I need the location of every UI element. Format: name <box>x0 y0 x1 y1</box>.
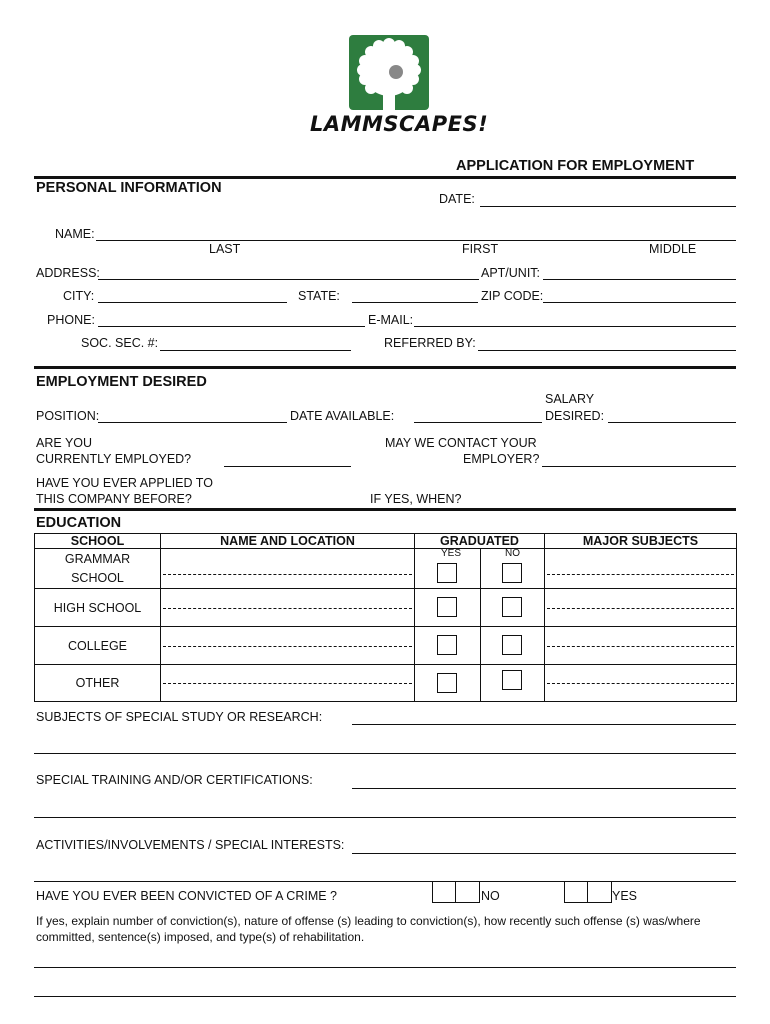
first-caption: FIRST <box>462 242 499 256</box>
school-grammar: GRAMMAR SCHOOL <box>35 549 161 589</box>
major-subjects-cell[interactable] <box>545 627 737 665</box>
crime-question-label: HAVE YOU EVER BEEN CONVICTED OF A CRIME ? <box>36 889 337 903</box>
graduated-yes-cell: YES <box>415 549 481 589</box>
major-subjects-cell[interactable] <box>545 589 737 627</box>
date-available-field[interactable] <box>414 422 542 423</box>
name-location-cell[interactable] <box>161 627 415 665</box>
email-field[interactable] <box>414 326 736 327</box>
graduated-yes-checkbox[interactable] <box>437 563 457 583</box>
name-field[interactable] <box>96 240 736 241</box>
section-education-heading: EDUCATION <box>36 515 122 531</box>
graduated-no-checkbox[interactable] <box>502 597 522 617</box>
phone-label: PHONE: <box>47 313 95 327</box>
major-subjects-cell[interactable] <box>545 549 737 589</box>
graduated-no-checkbox[interactable] <box>502 635 522 655</box>
divider <box>34 508 736 511</box>
special-study-field-2[interactable] <box>34 753 736 754</box>
activities-field-2[interactable] <box>34 881 736 882</box>
salary-label-1: SALARY <box>545 392 595 406</box>
phone-field[interactable] <box>98 326 365 327</box>
zip-field[interactable] <box>543 302 736 303</box>
divider <box>34 366 736 369</box>
special-study-label: SUBJECTS OF SPECIAL STUDY OR RESEARCH: <box>36 710 323 724</box>
date-field[interactable] <box>480 206 736 207</box>
position-label: POSITION: <box>36 409 100 423</box>
graduated-no-checkbox[interactable] <box>502 670 522 690</box>
apt-field[interactable] <box>543 279 736 280</box>
graduated-no-checkbox[interactable] <box>502 563 522 583</box>
crime-yes-label: YES <box>612 889 638 903</box>
graduated-no-cell: NO <box>481 549 545 589</box>
form-title: APPLICATION FOR EMPLOYMENT <box>456 158 695 174</box>
ssn-label: SOC. SEC. #: <box>81 336 159 350</box>
graduated-yes-cell <box>415 665 481 702</box>
graduated-yes-cell <box>415 627 481 665</box>
training-field-2[interactable] <box>34 817 736 818</box>
section-employment-heading: EMPLOYMENT DESIRED <box>36 374 207 390</box>
position-field[interactable] <box>98 422 287 423</box>
graduated-yes-checkbox[interactable] <box>437 635 457 655</box>
referred-field[interactable] <box>478 350 736 351</box>
currently-employed-field[interactable] <box>224 466 351 467</box>
table-row <box>35 549 737 589</box>
contact-employer-field[interactable] <box>542 466 736 467</box>
crime-no-label: NO <box>481 889 500 903</box>
education-table <box>34 533 737 702</box>
ssn-field[interactable] <box>160 350 351 351</box>
referred-label: REFERRED BY: <box>384 336 476 350</box>
school-other: OTHER <box>35 665 161 702</box>
address-label: ADDRESS: <box>36 266 100 280</box>
currently-employed-label-2: CURRENTLY EMPLOYED? <box>36 452 192 466</box>
company-logo <box>296 30 489 150</box>
name-location-cell[interactable] <box>161 589 415 627</box>
applied-before-label-1: HAVE YOU EVER APPLIED TO <box>36 476 213 490</box>
training-label: SPECIAL TRAINING AND/OR CERTIFICATIONS: <box>36 773 313 787</box>
special-study-field[interactable] <box>352 724 736 725</box>
contact-employer-label-2: EMPLOYER? <box>463 452 540 466</box>
currently-employed-label-1: ARE YOU <box>36 436 93 450</box>
table-row <box>35 627 737 665</box>
graduated-yes-checkbox[interactable] <box>437 673 457 693</box>
last-caption: LAST <box>209 242 241 256</box>
table-row <box>35 665 737 702</box>
crime-explain-text-1: If yes, explain number of conviction(s), nature of offense (s) leading to conviction(s), how recently such offense (s) was/where <box>36 914 701 928</box>
col-major: MAJOR SUBJECTS <box>545 534 737 549</box>
city-label: CITY: <box>63 289 95 303</box>
salary-field[interactable] <box>608 422 736 423</box>
name-location-cell[interactable] <box>161 665 415 702</box>
training-field[interactable] <box>352 788 736 789</box>
graduated-no-cell <box>481 665 545 702</box>
if-yes-when-label: IF YES, WHEN? <box>370 492 462 506</box>
graduated-no-cell <box>481 627 545 665</box>
divider <box>34 176 736 179</box>
crime-yes-checkbox[interactable] <box>564 882 612 903</box>
date-label: DATE: <box>439 192 475 206</box>
middle-caption: MIDDLE <box>649 242 697 256</box>
activities-label: ACTIVITIES/INVOLVEMENTS / SPECIAL INTERESTS: <box>36 838 345 852</box>
table-row <box>35 589 737 627</box>
graduated-no-cell <box>481 589 545 627</box>
state-label: STATE: <box>298 289 340 303</box>
activities-field[interactable] <box>352 853 736 854</box>
section-personal-heading: PERSONAL INFORMATION <box>36 180 222 196</box>
school-college: COLLEGE <box>35 627 161 665</box>
zip-label: ZIP CODE: <box>481 289 544 303</box>
col-graduated: GRADUATED <box>415 534 545 549</box>
state-field[interactable] <box>352 302 478 303</box>
email-label: E-MAIL: <box>368 313 414 327</box>
school-high-school: HIGH SCHOOL <box>35 589 161 627</box>
salary-label-2: DESIRED: <box>545 409 605 423</box>
city-field[interactable] <box>98 302 287 303</box>
graduated-yes-checkbox[interactable] <box>437 597 457 617</box>
crime-no-checkbox[interactable] <box>432 882 480 903</box>
crime-explain-text-2: committed, sentence(s) imposed, and type(s) of rehabilitation. <box>36 930 365 944</box>
logo-wordmark: LAMMSCAPES! <box>310 112 489 136</box>
apt-label: APT/UNIT: <box>481 266 541 280</box>
crime-explain-field-1[interactable] <box>34 967 736 968</box>
contact-employer-label-1: MAY WE CONTACT YOUR <box>385 436 537 450</box>
address-field[interactable] <box>98 279 479 280</box>
applied-before-label-2: THIS COMPANY BEFORE? <box>36 492 192 506</box>
major-subjects-cell[interactable] <box>545 665 737 702</box>
col-name-location: NAME AND LOCATION <box>161 534 415 549</box>
name-location-cell[interactable] <box>161 549 415 589</box>
name-label: NAME: <box>55 227 95 241</box>
graduated-yes-cell <box>415 589 481 627</box>
col-school: SCHOOL <box>35 534 161 549</box>
crime-explain-field-2[interactable] <box>34 996 736 997</box>
date-available-label: DATE AVAILABLE: <box>290 409 395 423</box>
